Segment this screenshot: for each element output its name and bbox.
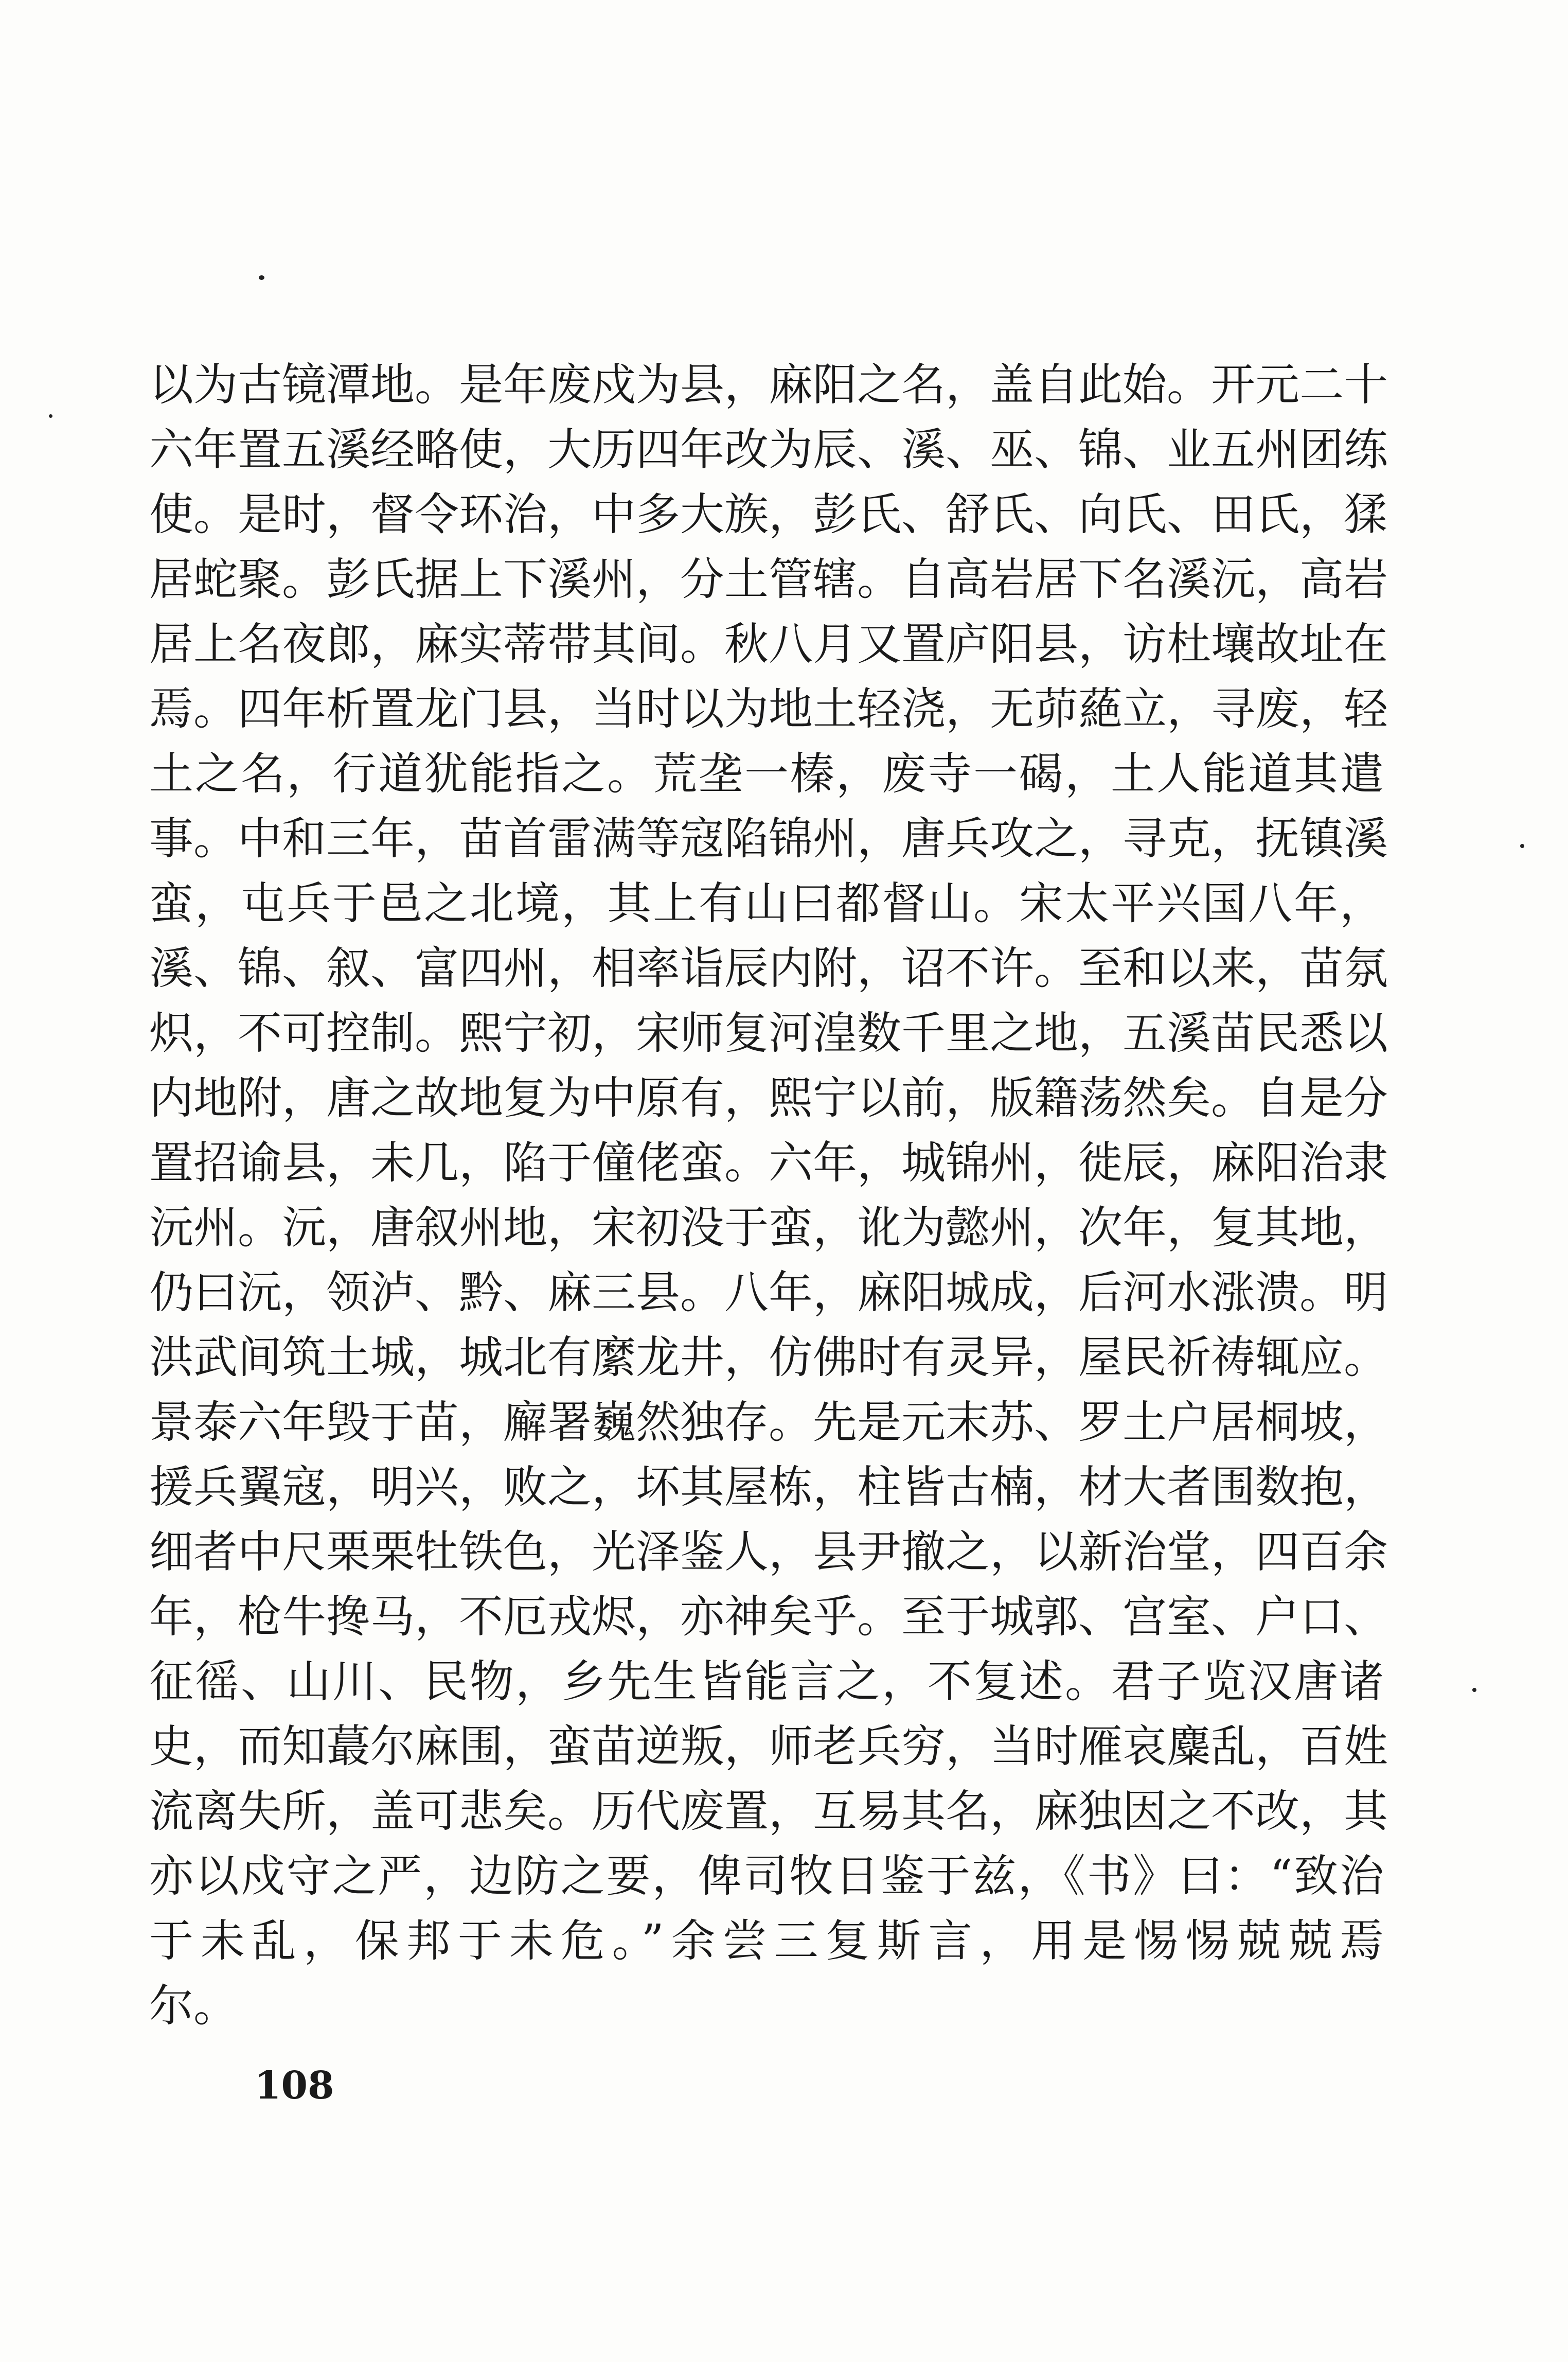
page-number: 108 bbox=[255, 2064, 334, 2108]
text-line: 使。是时，督令环治，中多大族，彭氏、舒氏、向氏、田氏，猱 bbox=[149, 489, 1388, 540]
text-line-last: 尔。 bbox=[149, 1980, 238, 2032]
text-line: 沅州。沅，唐叙州地，宋初没于蛮，讹为懿州，次年，复其地， bbox=[149, 1202, 1388, 1254]
text-line: 亦以戍守之严，边防之要，俾司牧日鉴于兹，《书》曰：“致治 bbox=[149, 1850, 1384, 1902]
text-line: 史，而知蕞尔麻围，蛮苗逆叛，师老兵穷，当时雁哀麋乱，百姓 bbox=[149, 1721, 1388, 1772]
text-line: 六年置五溪经略使，大历四年改为辰、溪、巫、锦、业五州团练 bbox=[149, 424, 1388, 475]
text-line: 援兵翼寇，明兴，败之，坏其屋栋，柱皆古楠，材大者围数抱， bbox=[149, 1461, 1388, 1513]
text-line: 景泰六年毁于苗，廨署巍然独存。先是元末苏、罗土户居桐坡， bbox=[149, 1397, 1388, 1448]
text-line: 蛮，屯兵于邑之北境，其上有山曰都督山。宋太平兴国八年， bbox=[149, 878, 1384, 929]
text-line: 征徭、山川、民物，乡先生皆能言之，不复述。君子览汉唐诸 bbox=[149, 1656, 1384, 1707]
text-line: 细者中尺栗栗牡铁色，光泽鉴人，县尹撤之，以新治堂，四百余 bbox=[149, 1526, 1388, 1578]
text-line: 洪武间筑土城，城北有縻龙井，仿佛时有灵异，屋民祈祷辄应。 bbox=[149, 1332, 1388, 1383]
text-line: 居蛇聚。彭氏据上下溪州，分土管辖。自高岩居下名溪沅，高岩 bbox=[149, 554, 1388, 605]
print-speck bbox=[1472, 1688, 1476, 1692]
text-line: 溪、锦、叙、富四州，相率诣辰内附，诏不许。至和以来，苗氛 bbox=[149, 943, 1388, 994]
text-line: 内地附，唐之故地复为中原有，熙宁以前，版籍荡然矣。自是分 bbox=[149, 1072, 1388, 1124]
text-line: 仍曰沅，领泸、黔、麻三县。八年，麻阳城成，后河水涨溃。明 bbox=[149, 1267, 1388, 1318]
text-line: 于未乱，保邦于未危。”余尝三复斯言，用是惕惕兢兢焉 bbox=[149, 1915, 1384, 1967]
print-speck bbox=[49, 414, 52, 418]
text-line: 炽，不可控制。熙宁初，宋师复河湟数千里之地，五溪苗民悉以 bbox=[149, 1008, 1388, 1059]
body-text bbox=[149, 352, 1388, 2038]
text-line: 置招谕县，未几，陷于僮佬蛮。六年，城锦州，徙辰，麻阳治隶 bbox=[149, 1137, 1388, 1189]
print-speck bbox=[259, 275, 264, 280]
text-line: 年，枪牛搀马，不厄戎烬，亦神矣乎。至于城郭、宫室、户口、 bbox=[149, 1591, 1388, 1643]
text-line: 居上名夜郎，麻实蒂带其间。秋八月又置庐阳县，访杜壤故址在 bbox=[149, 619, 1388, 670]
print-speck bbox=[1520, 844, 1524, 848]
text-line: 焉。四年析置龙门县，当时以为地土轻浇，无茆蕝立，寻废，轻 bbox=[149, 683, 1388, 735]
text-line: 流离失所，盖可悲矣。历代废置，互易其名，麻独因之不改，其 bbox=[149, 1786, 1388, 1837]
text-line: 事。中和三年，苗首雷满等寇陷锦州，唐兵攻之，寻克，抚镇溪 bbox=[149, 813, 1388, 865]
text-line: 土之名，行道犹能指之。荒垄一榛，废寺一碣，土人能道其遣 bbox=[149, 748, 1384, 800]
text-line: 以为古镜潭地。是年废戍为县，麻阳之名，盖自此始。开元二十 bbox=[149, 359, 1388, 411]
